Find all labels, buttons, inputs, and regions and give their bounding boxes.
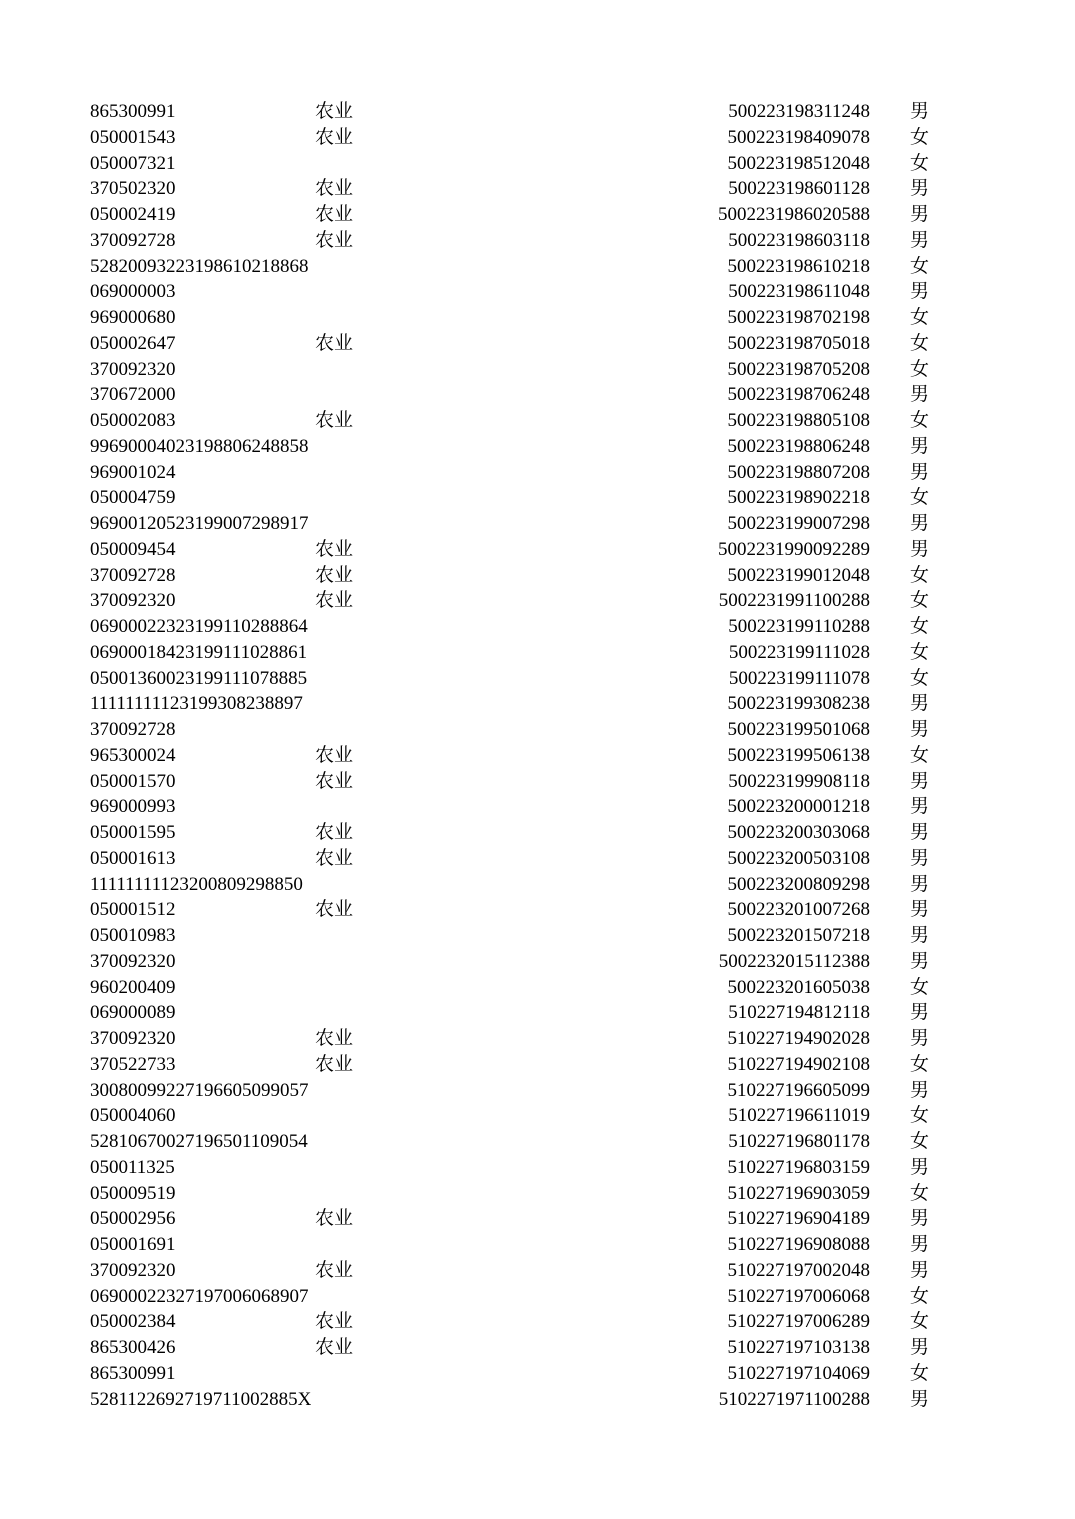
- code-cell: 370092728: [90, 719, 176, 740]
- occupation-cell: [315, 1387, 375, 1413]
- table-row: [0, 1232, 1075, 1258]
- sex-cell: 女: [910, 255, 930, 277]
- code-cell: 52810670027196501109054: [90, 1131, 308, 1152]
- table-row: [0, 537, 1075, 563]
- occupation-cell: [315, 460, 375, 486]
- table-row: [0, 125, 1075, 151]
- id-number-cell: 500223198611048: [728, 281, 870, 303]
- occupation-cell: [315, 640, 375, 666]
- id-number-cell: 510227194902108: [727, 1053, 870, 1075]
- sex-cell: 女: [910, 307, 930, 328]
- occupation-cell: 农业: [315, 126, 354, 148]
- sex-cell: 男: [910, 281, 930, 303]
- sex-cell: 男: [910, 435, 930, 457]
- occupation-cell: 农业: [315, 564, 354, 586]
- sex-cell: 男: [910, 1028, 930, 1049]
- code-cell: 960200409: [90, 976, 176, 998]
- table-row: [0, 408, 1075, 434]
- sex-cell: 男: [910, 822, 930, 843]
- code-cell: 370092728: [90, 564, 176, 586]
- id-number-cell: 510227197002048: [727, 1259, 870, 1281]
- table-row: [0, 228, 1075, 254]
- sex-cell: 男: [910, 873, 930, 895]
- occupation-cell: [315, 1284, 375, 1310]
- occupation-cell: [315, 279, 375, 305]
- sex-cell: 女: [910, 641, 930, 663]
- sex-cell: 男: [910, 101, 930, 122]
- table-row: [0, 743, 1075, 769]
- code-cell: 11111111123200809298850: [90, 873, 303, 895]
- occupation-cell: 农业: [315, 1337, 354, 1358]
- id-number-cell: 510227196801178: [728, 1131, 870, 1152]
- sex-cell: 女: [910, 1182, 930, 1204]
- occupation-cell: 农业: [315, 1028, 354, 1049]
- table-row: [0, 640, 1075, 666]
- sex-cell: 男: [910, 384, 930, 406]
- code-cell: 370092320: [90, 950, 176, 972]
- table-row: [0, 1361, 1075, 1387]
- table-row: [0, 717, 1075, 743]
- code-cell: 5281122692719711002885X: [90, 1388, 312, 1410]
- sex-cell: 女: [910, 410, 930, 431]
- code-cell: 06900022323199110288864: [90, 616, 308, 637]
- occupation-cell: 农业: [315, 229, 354, 251]
- sex-cell: 男: [910, 719, 930, 740]
- table-row: [0, 1129, 1075, 1155]
- code-cell: 52820093223198610218868: [90, 255, 309, 277]
- code-cell: 30080099227196605099057: [90, 1079, 309, 1101]
- code-cell: 050001613: [90, 847, 176, 869]
- table-row: [0, 1078, 1075, 1104]
- code-cell: 370522733: [90, 1053, 176, 1075]
- occupation-cell: 农业: [315, 410, 354, 431]
- table-row: [0, 1284, 1075, 1310]
- table-row: [0, 1335, 1075, 1361]
- table-row: [0, 949, 1075, 975]
- table-row: [0, 1052, 1075, 1078]
- id-number-cell: 500223198601128: [728, 178, 870, 200]
- table-row: [0, 691, 1075, 717]
- occupation-cell: [315, 872, 375, 898]
- id-number-cell: 5002231986020588: [718, 204, 870, 225]
- table-row: [0, 331, 1075, 357]
- code-cell: 05001360023199111078885: [90, 667, 308, 689]
- sex-cell: 男: [910, 178, 930, 200]
- code-cell: 050001570: [90, 770, 176, 792]
- id-number-cell: 510227197104069: [727, 1362, 870, 1384]
- sex-cell: 女: [910, 590, 930, 612]
- table-row: [0, 279, 1075, 305]
- sex-cell: 男: [910, 229, 930, 251]
- table-row: [0, 794, 1075, 820]
- code-cell: 050009454: [90, 538, 176, 560]
- table-row: [0, 1309, 1075, 1335]
- sex-cell: 男: [910, 1259, 930, 1281]
- occupation-cell: 农业: [315, 822, 354, 843]
- sex-cell: 男: [910, 1337, 930, 1358]
- occupation-cell: [315, 666, 375, 692]
- sex-cell: 男: [910, 950, 930, 972]
- sex-cell: 男: [910, 1388, 930, 1410]
- sex-cell: 男: [910, 1156, 930, 1178]
- id-number-cell: 500223201007268: [727, 899, 870, 921]
- id-number-cell: 500223198702198: [727, 307, 870, 328]
- occupation-cell: [315, 1155, 375, 1181]
- sex-cell: 女: [910, 126, 930, 148]
- id-number-cell: 510227197006289: [727, 1311, 870, 1333]
- sex-cell: 男: [910, 925, 930, 946]
- id-number-cell: 500223200809298: [727, 873, 870, 895]
- code-cell: 069000003: [90, 281, 176, 303]
- table-row: [0, 563, 1075, 589]
- table-row: [0, 434, 1075, 460]
- occupation-cell: 农业: [315, 1053, 354, 1075]
- table-row: [0, 975, 1075, 1001]
- id-number-cell: 500223200001218: [727, 796, 870, 818]
- code-cell: 050007321: [90, 152, 176, 174]
- occupation-cell: [315, 975, 375, 1001]
- id-number-cell: 500223198705208: [727, 358, 870, 380]
- id-number-cell: 510227196904189: [727, 1208, 870, 1230]
- table-row: [0, 1026, 1075, 1052]
- occupation-cell: 农业: [315, 178, 354, 200]
- code-cell: 050001595: [90, 822, 176, 843]
- code-cell: 370672000: [90, 384, 176, 406]
- table-row: [0, 897, 1075, 923]
- occupation-cell: 农业: [315, 770, 354, 792]
- sex-cell: 男: [910, 538, 930, 560]
- code-cell: 050001543: [90, 126, 176, 148]
- occupation-cell: [315, 254, 375, 280]
- sex-cell: 女: [910, 487, 930, 509]
- code-cell: 050009519: [90, 1182, 176, 1204]
- code-cell: 06900022327197006068907: [90, 1285, 309, 1307]
- occupation-cell: [315, 717, 375, 743]
- code-cell: 050004060: [90, 1105, 176, 1127]
- code-cell: 99690004023198806248858: [90, 435, 309, 457]
- table-row: [0, 614, 1075, 640]
- code-cell: 050011325: [90, 1156, 175, 1178]
- sex-cell: 男: [910, 693, 930, 715]
- table-row: [0, 254, 1075, 280]
- table-row: [0, 872, 1075, 898]
- code-cell: 050004759: [90, 487, 176, 509]
- id-number-cell: 5102271971100288: [718, 1388, 870, 1410]
- occupation-cell: 农业: [315, 101, 354, 122]
- occupation-cell: [315, 151, 375, 177]
- occupation-cell: 农业: [315, 847, 354, 869]
- id-number-cell: 500223199308238: [727, 693, 870, 715]
- code-cell: 969000680: [90, 307, 176, 328]
- table-row: [0, 1206, 1075, 1232]
- table-row: [0, 460, 1075, 486]
- id-number-cell: 500223198512048: [727, 152, 870, 174]
- occupation-cell: 农业: [315, 332, 354, 354]
- id-number-cell: 500223198706248: [727, 384, 870, 406]
- sex-cell: 女: [910, 616, 930, 637]
- code-cell: 050010983: [90, 925, 176, 946]
- sex-cell: 女: [910, 1105, 930, 1127]
- occupation-cell: [315, 794, 375, 820]
- sex-cell: 男: [910, 899, 930, 921]
- id-number-cell: 500223198610218: [727, 255, 870, 277]
- id-number-cell: 5002231990092289: [718, 538, 870, 560]
- occupation-cell: [315, 1232, 375, 1258]
- occupation-cell: [315, 614, 375, 640]
- code-cell: 11111111123199308238897: [90, 693, 303, 715]
- id-number-cell: 500223198806248: [727, 435, 870, 457]
- occupation-cell: [315, 1361, 375, 1387]
- occupation-cell: 农业: [315, 204, 354, 225]
- occupation-cell: [315, 485, 375, 511]
- sex-cell: 女: [910, 1131, 930, 1152]
- sex-cell: 男: [910, 847, 930, 869]
- id-number-cell: 500223199506138: [727, 744, 870, 766]
- table-row: [0, 588, 1075, 614]
- sex-cell: 男: [910, 1208, 930, 1230]
- id-number-cell: 510227196903059: [727, 1182, 870, 1204]
- code-cell: 050002956: [90, 1208, 176, 1230]
- occupation-cell: 农业: [315, 744, 354, 766]
- id-number-cell: 500223198311248: [728, 101, 870, 122]
- occupation-cell: 农业: [315, 1311, 354, 1333]
- table-row: [0, 820, 1075, 846]
- code-cell: 370092320: [90, 1259, 176, 1281]
- sex-cell: 男: [910, 1234, 930, 1255]
- id-number-cell: 500223200503108: [727, 847, 870, 869]
- code-cell: 06900018423199111028861: [90, 641, 308, 663]
- id-number-cell: 500223198902218: [727, 487, 870, 509]
- occupation-cell: 农业: [315, 1259, 354, 1281]
- sex-cell: 女: [910, 332, 930, 354]
- code-cell: 069000089: [90, 1002, 176, 1024]
- code-cell: 969000993: [90, 796, 176, 818]
- code-cell: 050001691: [90, 1234, 176, 1255]
- code-cell: 050002419: [90, 204, 176, 225]
- sex-cell: 女: [910, 1053, 930, 1075]
- id-number-cell: 500223201605038: [727, 976, 870, 998]
- table-row: [0, 1155, 1075, 1181]
- sex-cell: 男: [910, 204, 930, 225]
- sex-cell: 女: [910, 358, 930, 380]
- sex-cell: 女: [910, 976, 930, 998]
- code-cell: 865300991: [90, 1362, 176, 1384]
- table-row: [0, 923, 1075, 949]
- id-number-cell: 500223199007298: [727, 513, 870, 534]
- code-cell: 050002647: [90, 332, 176, 354]
- code-cell: 96900120523199007298917: [90, 513, 309, 534]
- code-cell: 865300426: [90, 1337, 176, 1358]
- id-number-cell: 510227196803159: [727, 1156, 870, 1178]
- table-row: [0, 357, 1075, 383]
- table-row: [0, 769, 1075, 795]
- id-number-cell: 500223199908118: [728, 770, 870, 792]
- occupation-cell: [315, 511, 375, 537]
- code-cell: 370092320: [90, 358, 176, 380]
- occupation-cell: [315, 949, 375, 975]
- id-number-cell: 510227194902028: [727, 1028, 870, 1049]
- table-row: [0, 1181, 1075, 1207]
- sex-cell: 女: [910, 564, 930, 586]
- id-number-cell: 5002231991100288: [718, 590, 870, 612]
- occupation-cell: [315, 691, 375, 717]
- table-row: [0, 1000, 1075, 1026]
- id-number-cell: 500223198409078: [727, 126, 870, 148]
- occupation-cell: 农业: [315, 899, 354, 921]
- table-row: [0, 1258, 1075, 1284]
- code-cell: 370092728: [90, 229, 176, 251]
- sex-cell: 女: [910, 1362, 930, 1384]
- id-number-cell: 510227197103138: [727, 1337, 870, 1358]
- id-number-cell: 5002232015112388: [718, 950, 870, 972]
- occupation-cell: [315, 382, 375, 408]
- id-number-cell: 510227196908088: [727, 1234, 870, 1255]
- code-cell: 969001024: [90, 461, 176, 483]
- id-number-cell: 500223199111078: [728, 667, 870, 689]
- id-number-cell: 500223198603118: [728, 229, 870, 251]
- table-row: [0, 151, 1075, 177]
- table-row: [0, 511, 1075, 537]
- code-cell: 865300991: [90, 101, 176, 122]
- occupation-cell: [315, 1181, 375, 1207]
- occupation-cell: [315, 1103, 375, 1129]
- table-row: [0, 305, 1075, 331]
- sex-cell: 男: [910, 461, 930, 483]
- table-row: [0, 666, 1075, 692]
- occupation-cell: 农业: [315, 538, 354, 560]
- occupation-cell: [315, 357, 375, 383]
- table-row: [0, 846, 1075, 872]
- id-number-cell: 500223199501068: [727, 719, 870, 740]
- sex-cell: 女: [910, 1311, 930, 1333]
- id-number-cell: 500223198805108: [727, 410, 870, 431]
- occupation-cell: [315, 434, 375, 460]
- code-cell: 370092320: [90, 590, 176, 612]
- id-number-cell: 500223198807208: [727, 461, 870, 483]
- sex-cell: 男: [910, 796, 930, 818]
- id-number-cell: 500223199111028: [728, 641, 870, 663]
- table-row: [0, 202, 1075, 228]
- table-row: [0, 99, 1075, 125]
- id-number-cell: 500223200303068: [727, 822, 870, 843]
- table-row: [0, 485, 1075, 511]
- sex-cell: 女: [910, 744, 930, 766]
- id-number-cell: 510227196605099: [727, 1079, 870, 1101]
- occupation-cell: 农业: [315, 590, 354, 612]
- id-number-cell: 510227194812118: [728, 1002, 870, 1024]
- table-row: [0, 176, 1075, 202]
- code-cell: 050002384: [90, 1311, 176, 1333]
- code-cell: 050001512: [90, 899, 176, 921]
- occupation-cell: [315, 1129, 375, 1155]
- table-row: [0, 1387, 1075, 1413]
- occupation-cell: [315, 1078, 375, 1104]
- id-number-cell: 500223198705018: [727, 332, 870, 354]
- sex-cell: 男: [910, 1002, 930, 1024]
- table-row: [0, 382, 1075, 408]
- occupation-cell: 农业: [315, 1208, 354, 1230]
- table-row: [0, 1103, 1075, 1129]
- id-number-cell: 500223201507218: [727, 925, 870, 946]
- occupation-cell: [315, 305, 375, 331]
- code-cell: 370502320: [90, 178, 176, 200]
- id-number-cell: 500223199110288: [728, 616, 870, 637]
- sex-cell: 女: [910, 667, 930, 689]
- occupation-cell: [315, 923, 375, 949]
- code-cell: 370092320: [90, 1028, 176, 1049]
- occupation-cell: [315, 1000, 375, 1026]
- sex-cell: 男: [910, 513, 930, 534]
- code-cell: 050002083: [90, 410, 176, 431]
- sex-cell: 女: [910, 152, 930, 174]
- sex-cell: 男: [910, 1079, 930, 1101]
- id-number-cell: 510227197006068: [727, 1285, 870, 1307]
- code-cell: 965300024: [90, 744, 176, 766]
- sex-cell: 男: [910, 770, 930, 792]
- id-number-cell: 500223199012048: [727, 564, 870, 586]
- sex-cell: 女: [910, 1285, 930, 1307]
- id-number-cell: 510227196611019: [728, 1105, 870, 1127]
